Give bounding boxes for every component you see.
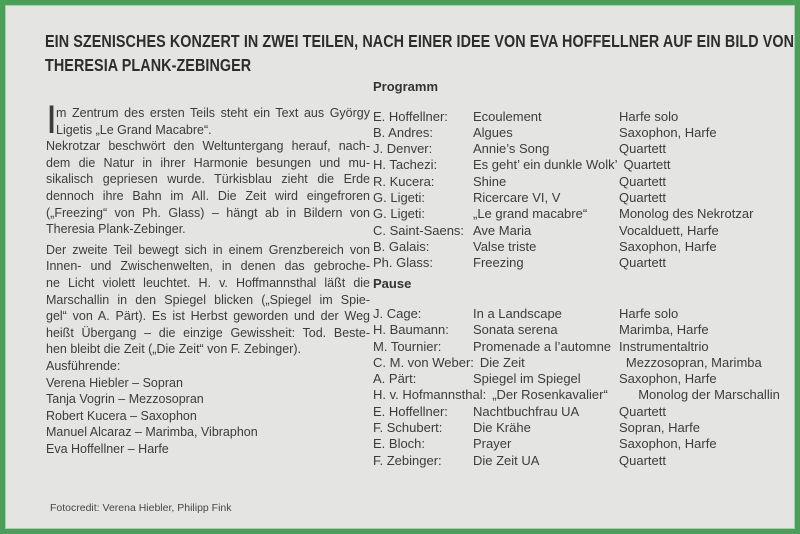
program-row-forces: Marimba, Harfe [619, 322, 709, 338]
program-row-work: Shine [473, 173, 507, 189]
program-row-forces: Saxophon, Harfe [619, 371, 717, 387]
program-row-forces: Saxophon, Harfe [619, 238, 717, 254]
program-row-composer: A. Pärt: [373, 371, 417, 387]
text-line: ne Licht violett leuchtet. H. v. Hoffmannsthal läßt die [46, 275, 370, 290]
program-row [373, 109, 785, 125]
program-row-work: Ecoulement [473, 108, 542, 124]
pause-rows [373, 306, 785, 469]
program-row-forces: Monolog des Nekrotzar [619, 206, 754, 222]
program-row [373, 436, 785, 452]
program-row-work: Spiegel im Spiegel [473, 371, 581, 387]
program-row-work: In a Landscape [473, 305, 562, 321]
performers-list [46, 375, 370, 456]
program-row-composer: H. Baumann: [373, 322, 449, 338]
program-row-forces: Saxophon, Harfe [619, 124, 717, 140]
program-row-work: „Der Rosenkavalier“ [492, 387, 608, 403]
program-row-work: Die Zeit [479, 354, 525, 370]
page-title-line-2: THERESIA PLANK-ZEBINGER [45, 55, 252, 75]
program-row-composer: J. Cage: [373, 305, 422, 321]
text-line: („Freezing“ von Ph. Glass) – hängt ab in Bildern von [46, 205, 370, 220]
program-row-composer: G. Ligeti: [373, 206, 426, 222]
program-row [373, 339, 785, 355]
program-row-composer: E. Bloch: [373, 436, 426, 452]
program-row-forces: Monolog der Marschallin [638, 387, 780, 403]
text-line: Der zweite Teil bewegt sich in einem Grenzbereich von [46, 242, 370, 257]
intro-paragraph-1 [46, 98, 370, 142]
performer-line: Eva Hoffellner – Harfe [46, 441, 169, 456]
text-line: dem die Natur in ihrer Harmonie besungen und mu- [46, 155, 370, 170]
program-row [373, 206, 785, 222]
intro-paragraph-1-lines [46, 98, 370, 142]
program-row-composer: F. Zebinger: [373, 452, 442, 468]
program-row-work: „Le grand macabre“ [473, 206, 588, 222]
text-line: Innen- und Zwischenwelten, in denen das gebroche- [46, 259, 370, 274]
performer-line: Tanja Vogrin – Mezzosopran [46, 392, 204, 407]
program-row [373, 453, 785, 469]
program-row [373, 355, 785, 371]
program-row-forces: Quartett [619, 255, 666, 271]
program-heading: Programm [373, 79, 439, 94]
program-column [373, 79, 785, 472]
page-title [45, 29, 794, 77]
program-row [373, 174, 785, 190]
performer-line: Verena Hiebler – Sopran [46, 375, 183, 390]
text-line: Nekrotzar beschwört den Weltuntergang herauf, nach- [46, 139, 370, 154]
intro-text-column [46, 98, 370, 456]
program-row-work: Sonata serena [473, 322, 558, 338]
performers-heading: Ausführende: [46, 358, 121, 373]
program-row-composer: F. Schubert: [373, 420, 443, 436]
dropcap-initial: I [46, 98, 58, 142]
program-row [373, 387, 785, 403]
intro-paragraph-3 [46, 242, 370, 358]
text-line: heißt Übergang – die einzige Gewissheit: Tod. Beste- [46, 325, 370, 340]
program-row-work: Annie’s Song [473, 141, 550, 157]
program-row-forces: Quartett [619, 173, 666, 189]
program-row-work: Valse triste [473, 238, 537, 254]
program-row-forces: Harfe solo [619, 108, 679, 124]
text-line: Theresia Plank-Zebinger. [46, 222, 186, 237]
program-row-composer: M. Tournier: [373, 338, 442, 354]
program-row-forces: Quartett [619, 403, 666, 419]
program-row-work: Ricercare VI, V [473, 189, 561, 205]
performer-line: Robert Kucera – Saxophon [46, 408, 197, 423]
program-row-composer: J. Denver: [373, 141, 433, 157]
text-line: Marschallin in den Spiegel blicken („Spiegel im Spie- [46, 292, 370, 307]
program-row-work: Die Zeit UA [473, 452, 540, 468]
program-row [373, 306, 785, 322]
program-row-work: Ave Maria [473, 222, 532, 238]
performer-line: Manuel Alcaraz – Marimba, Vibraphon [46, 425, 258, 440]
program-row-work: Promenade a l’automne [473, 338, 612, 354]
program-row [373, 322, 785, 338]
program-row-composer: G. Ligeti: [373, 189, 426, 205]
text-line: sikalisch gepriesen wurde. Türkisblau zieht die Erde [46, 172, 370, 187]
program-row-forces: Quartett [619, 141, 666, 157]
program-row [373, 141, 785, 157]
program-row-forces: Harfe solo [619, 305, 679, 321]
photo-credit: Fotocredit: Verena Hiebler, Philipp Fink [50, 502, 232, 514]
program-row-work: Es geht’ ein dunkle Wolk’ [473, 157, 618, 173]
text-line: gel“ von A. Pärt). Es ist Herbst geworden und der Weg [46, 309, 370, 324]
program-row-composer: H. v. Hofmannsthal: [373, 387, 487, 403]
program-row-composer: E. Hoffellner: [373, 108, 448, 124]
program-row [373, 157, 785, 173]
program-row-composer: H. Tachezi: [373, 157, 438, 173]
program-row-forces: Sopran, Harfe [619, 420, 700, 436]
program-row-forces: Quartett [623, 157, 671, 173]
text-line: m Zentrum des ersten Teils steht ein Text aus György [56, 106, 370, 120]
program-row-forces: Saxophon, Harfe [619, 436, 717, 452]
program-row-composer: B. Andres: [373, 124, 433, 140]
program-row-composer: E. Hoffellner: [373, 403, 448, 419]
program-row-work: Nachtbuchfrau UA [473, 403, 580, 419]
program-row [373, 190, 785, 206]
program-row [373, 223, 785, 239]
text-line: hen bleibt die Zeit („Die Zeit“ von F. Zebinger). [46, 342, 301, 357]
performers-block [46, 358, 370, 456]
program-row-forces: Quartett [619, 452, 666, 468]
text-line: Ligetis „Le Grand Macabre“. [56, 122, 212, 137]
program-rows [373, 109, 785, 272]
program-row [373, 125, 785, 141]
program-row [373, 420, 785, 436]
program-row [373, 255, 785, 271]
program-row-work: Algues [473, 124, 513, 140]
program-row-composer: Ph. Glass: [373, 255, 433, 271]
program-row-work: Die Krähe [473, 420, 531, 436]
program-row-composer: B. Galais: [373, 238, 430, 254]
program-row-work: Freezing [473, 255, 524, 271]
program-row-forces: Vocalduett, Harfe [619, 222, 719, 238]
program-row-forces: Mezzosopran, Marimba [625, 354, 762, 370]
intro-paragraph-2 [46, 138, 370, 238]
program-row-forces: Quartett [619, 189, 666, 205]
text-line: dennoch ihre Bahn im All. Die Zeit wird eingefroren [46, 188, 370, 203]
page-title-line-1: EIN SZENISCHES KONZERT IN ZWEI TEILEN, NACH EINER IDEE VON EVA HOFFELLNER AUF EIN BILD VON [45, 31, 795, 51]
program-row [373, 239, 785, 255]
pause-heading: Pause [373, 276, 412, 292]
program-row-work: Prayer [473, 436, 512, 452]
program-row-composer: R. Kucera: [373, 173, 435, 189]
program-row [373, 371, 785, 387]
program-row-composer: C. Saint-Saens: [373, 222, 465, 238]
program-row-composer: C. M. von Weber: [373, 354, 474, 370]
program-row [373, 404, 785, 420]
program-row-forces: Instrumentaltrio [619, 338, 709, 354]
